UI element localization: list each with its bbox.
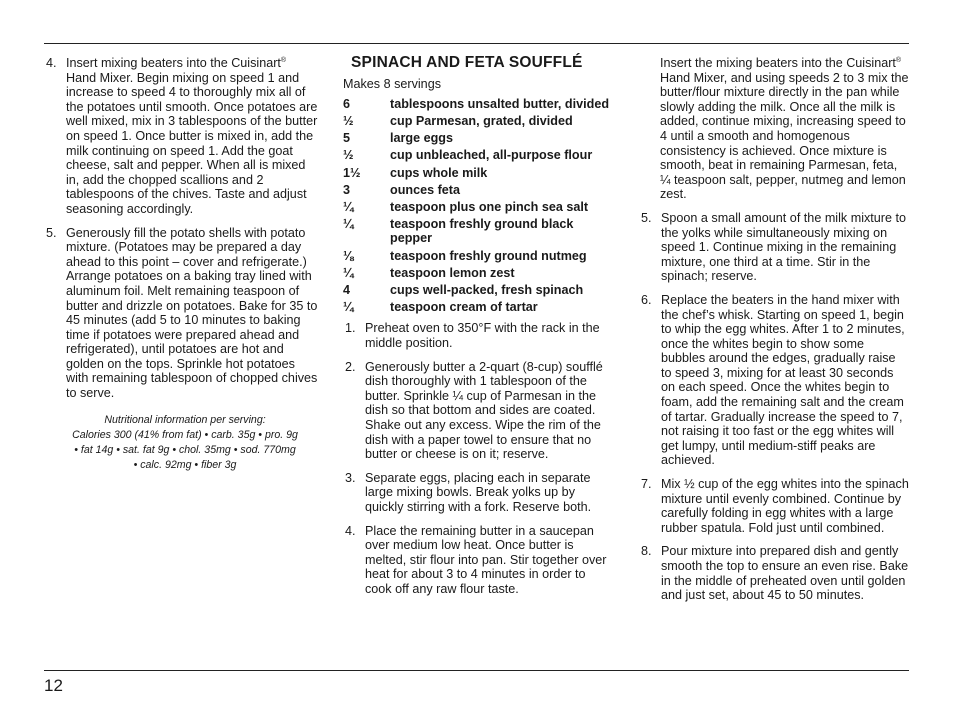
- nutrition-line: Calories 300 (41% from fat) • carb. 35g • pro. 9g: [72, 428, 298, 441]
- ingredient-qty: 3: [343, 182, 351, 197]
- step-text-part: Insert mixing beaters into the Cuisinart: [66, 56, 281, 70]
- step-item: [639, 293, 909, 468]
- ingredient-desc: cups well-packed, fresh spinach: [390, 282, 584, 297]
- ingredient-qty: ¼: [343, 299, 354, 314]
- ingredient-qty: ⅛: [343, 248, 354, 263]
- step-text: Generously fill the potato shells with potato mixture. (Potatoes may be prepared a day ahead to this point – cover and refrigerate.) Arrange potatoes on a baking tray lined with aluminum foil. Melt remaining teaspoon of butter and drizzle on potatoes. Bake for 35 to 45 minutes (add 5 to 10 minutes to baking time if potatoes were prepared ahead and refrigerated), until potatoes are hot and golden on the tops. Sprinkle hot potatoes with remaining tablespoon of chopped chives to serve.: [66, 225, 318, 401]
- ingredient-row: [343, 114, 611, 129]
- column-1: [44, 56, 318, 473]
- step-text: Separate eggs, placing each in separate large mixing bowls. Break yolks up by quickly stirring with a fork. Reserve both.: [365, 470, 592, 514]
- step-text: Place the remaining butter in a saucepan over medium low heat. Once butter is melted, stir flour into pan. Stir together over heat for about 3 to 4 minutes in order to cook off any raw flour taste.: [365, 523, 607, 596]
- step-number: 2.: [345, 359, 356, 374]
- step-text: Mix ½ cup of the egg whites into the spinach mixture until evenly combined. Continue by carefully folding in egg whites with a large rubber spatula. Fold just until combined.: [661, 477, 909, 535]
- ingredient-desc: teaspoon freshly ground nutmeg: [390, 248, 587, 263]
- ingredient-row: [343, 266, 611, 281]
- step-text: Preheat oven to 350°F with the rack in the middle position.: [365, 321, 600, 350]
- ingredient-qty: ½: [343, 148, 354, 163]
- ingredient-list: [343, 97, 611, 314]
- bottom-rule: [44, 670, 909, 671]
- ingredient-qty: ½: [343, 114, 354, 129]
- step-item: [44, 226, 318, 401]
- ingredient-qty: ¼: [343, 265, 354, 280]
- step-text: Generously butter a 2-quart (8-cup) soufflé dish thoroughly with 1 tablespoon of the butter. Sprinkle ¼ cup of Parmesan in the dish so that bottom and sides are coated. Shake out any excess. Wipe the rim of the dish with a paper towel to ensure that no butter or cheese is on it; reserve.: [365, 359, 603, 462]
- registered-mark: ®: [895, 56, 902, 64]
- step-item: [343, 524, 611, 597]
- step-item: [44, 56, 318, 217]
- step-number: 3.: [345, 470, 356, 485]
- ingredient-row: [343, 148, 611, 163]
- ingredient-row: [343, 300, 611, 315]
- ingredient-desc: teaspoon plus one pinch sea salt: [390, 199, 589, 214]
- step-number: 4.: [345, 523, 356, 538]
- ingredient-desc: ounces feta: [390, 182, 460, 197]
- step-item: [639, 211, 909, 284]
- step-text: Replace the beaters in the hand mixer with the chef’s whisk. Starting on speed 1, begin to whip the egg whites. After 1 to 2 minutes, once the whites begin to show some bubbles around the edges, gradually raise to speed 3, mixing for at least 30 seconds on each speed. Once the whites begin to foam, add the remaining salt and the cream of tartar. Gradually increase the speed to 7, not raising it too fast or the egg whites will get lumpy, until medium-stiff peaks are achieved.: [661, 292, 905, 468]
- souffle-steps: [343, 321, 611, 596]
- step-text: [66, 56, 317, 216]
- step-item: [343, 321, 611, 350]
- ingredient-desc: cup unbleached, all-purpose flour: [390, 148, 593, 163]
- ingredient-row: [343, 217, 611, 246]
- potato-steps: [44, 56, 318, 401]
- step-item: [343, 471, 611, 515]
- recipe-title: SPINACH AND FETA SOUFFLÉ: [351, 54, 583, 71]
- ingredient-qty: ¼: [343, 199, 354, 214]
- nutrition-heading: Nutritional information per serving:: [104, 413, 266, 426]
- step-number: 4.: [46, 56, 57, 70]
- nutrition-line: • calc. 92mg • fiber 3g: [133, 458, 237, 471]
- ingredient-row: [343, 200, 611, 215]
- step-number: 6.: [641, 292, 652, 307]
- step-item: [639, 544, 909, 602]
- step-continuation: [639, 56, 909, 202]
- ingredient-desc: teaspoon lemon zest: [390, 265, 515, 280]
- top-rule: [44, 43, 909, 44]
- ingredient-desc: large eggs: [390, 131, 453, 146]
- step-item: [639, 477, 909, 535]
- step-text: Spoon a small amount of the milk mixture to the yolks while simultaneously mixing on speed 1. Continue mixing in the remaining mixture, one third at a time. Stir in the spinach; reserve.: [661, 210, 906, 284]
- ingredient-row: [343, 283, 611, 298]
- souffle-steps-continued: [639, 211, 909, 603]
- ingredient-desc: teaspoon freshly ground black pepper: [390, 216, 574, 246]
- ingredient-desc: teaspoon cream of tartar: [390, 299, 538, 314]
- ingredient-desc: cups whole milk: [390, 165, 488, 180]
- ingredient-row: [343, 183, 611, 198]
- ingredient-qty: 1½: [343, 165, 361, 180]
- step-number: 1.: [345, 321, 356, 336]
- step-number: 7.: [641, 477, 652, 492]
- step-number: 5.: [641, 210, 652, 225]
- recipe-servings: Makes 8 servings: [343, 76, 441, 91]
- nutrition-line: • fat 14g • sat. fat 9g • chol. 35mg • sod. 770mg: [74, 443, 296, 456]
- column-3: [639, 56, 909, 612]
- nutrition-info: [44, 413, 318, 473]
- step-text-part: Insert the mixing beaters into the Cuisinart: [660, 56, 896, 70]
- page-number: 12: [44, 676, 63, 695]
- ingredient-desc: tablespoons unsalted butter, divided: [390, 97, 610, 112]
- step-number: 5.: [46, 225, 57, 240]
- step-item: [343, 360, 611, 462]
- ingredient-qty: ¼: [343, 216, 354, 231]
- ingredient-row: [343, 97, 611, 112]
- registered-mark: ®: [280, 56, 287, 64]
- step-text-part: Hand Mixer. Begin mixing on speed 1 and increase to speed 4 to thoroughly mix all of the potatoes until smooth. Once potatoes are well mixed, mix in 3 tablespoons of the butter on speed 1. Once butter is mixed in, add the milk continuing on speed 1. Add the goat cheese, salt and pepper. When all is mixed in, add the chopped scallions and 2 tablespoons of the chives. Taste and adjust seasoning accordingly.: [66, 70, 318, 216]
- step-text-part: Hand Mixer, and using speeds 2 to 3 mix the butter/flour mixture directly in the pan while slowly adding the milk. Once all the milk is added, continue mixing, increasing speed to 4 until a smooth and homogenous consistency is achieved. Once mixture is smooth, beat in remaining Parmesan, feta, ¼ teaspoon salt, pepper, nutmeg and lemon zest.: [660, 70, 909, 202]
- step-text: Pour mixture into prepared dish and gently smooth the top to ensure an even rise. Bake in the middle of preheated oven until golden and just set, about 45 to 50 minutes.: [661, 544, 909, 603]
- column-2: [343, 56, 611, 606]
- ingredient-row: [343, 131, 611, 146]
- step-number: 8.: [641, 544, 652, 559]
- ingredient-row: [343, 249, 611, 264]
- ingredient-qty: 4: [343, 282, 351, 297]
- ingredient-qty: 5: [343, 131, 351, 146]
- ingredient-desc: cup Parmesan, grated, divided: [390, 114, 573, 129]
- ingredient-row: [343, 166, 611, 181]
- ingredient-qty: 6: [343, 97, 351, 112]
